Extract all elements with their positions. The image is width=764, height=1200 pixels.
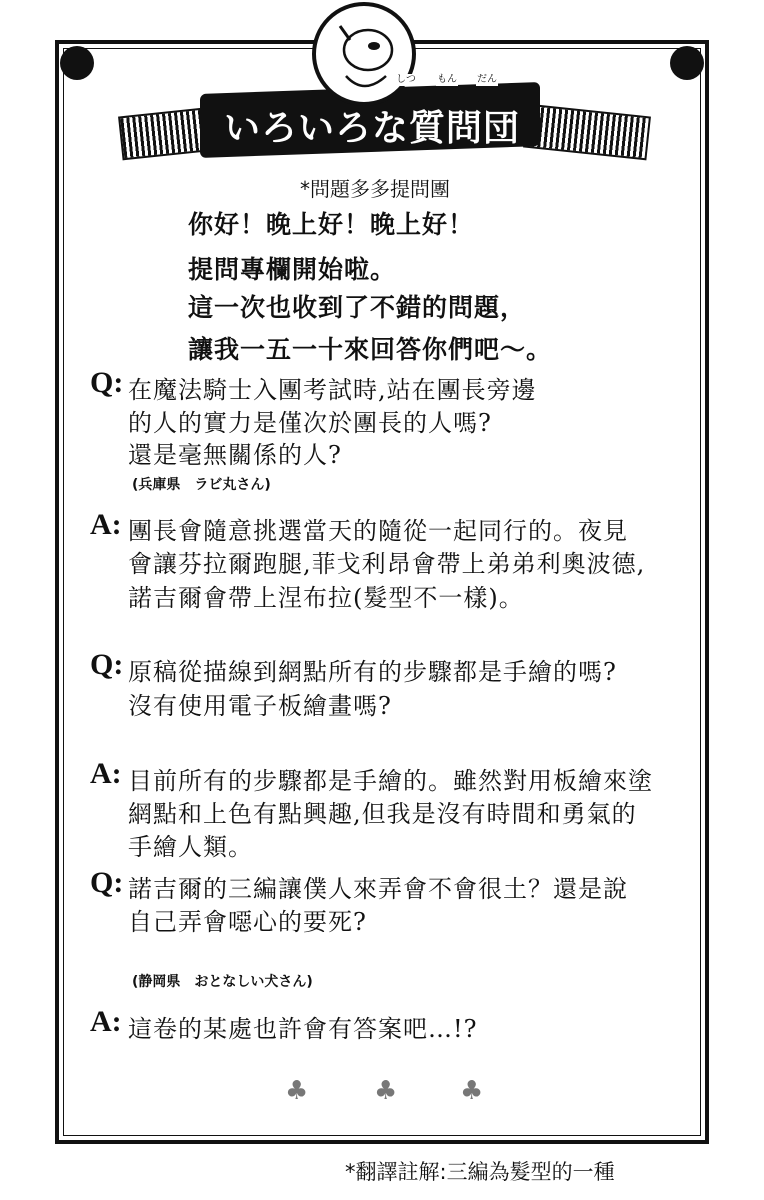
answer-label: A:: [90, 757, 122, 790]
ruby-text: しつ: [396, 74, 416, 85]
duck-mascot-emblem: [312, 2, 416, 106]
answer-text: 手繪人類。: [128, 833, 253, 861]
subtitle: *問題多多提問團: [300, 177, 450, 201]
banner-title: いろいろな質問団: [223, 108, 520, 149]
clover-icon: ♣: [374, 1076, 398, 1106]
question-text: 自己弄會噁心的要死?: [128, 908, 367, 936]
question-text: 原稿從描線到網點所有的步驟都是手繪的嗎?: [128, 658, 617, 686]
translator-note: *翻譯註解:三編為髮型的一種: [345, 1160, 615, 1184]
answer-text: 諾吉爾會帶上涅布拉(髮型不一樣)。: [128, 584, 524, 612]
clover-icon: ♣: [460, 1076, 484, 1106]
intro-line: 提問專欄開始啦。: [188, 255, 397, 284]
question-text: 的人的實力是僅次於團長的人嗎?: [128, 409, 492, 437]
ruby-text: だん: [477, 74, 497, 85]
question-credit: (静岡県 おとなしい犬さん): [132, 974, 313, 990]
question-text: 諾吉爾的三編讓僕人來弄會不會很土？還是說: [128, 875, 628, 903]
question-label: Q:: [90, 366, 124, 399]
intro-line: 這一次也收到了不錯的問題，: [188, 293, 527, 322]
question-text: 還是毫無關係的人?: [128, 441, 342, 469]
intro-line: 讓我一五一十來回答你們吧～。: [188, 335, 553, 364]
corner-ornament: [670, 46, 704, 80]
ruby-text: もん: [437, 74, 457, 85]
question-text: 在魔法騎士入團考試時,站在團長旁邊: [128, 376, 537, 404]
intro-line: 你好！晚上好！晚上好！: [188, 210, 475, 239]
answer-label: A:: [90, 1005, 122, 1038]
answer-text: 網點和上色有點興趣,但我是沒有時間和勇氣的: [128, 800, 637, 828]
answer-label: A:: [90, 508, 122, 541]
question-label: Q:: [90, 648, 124, 681]
clover-icon: ♣: [285, 1076, 309, 1106]
answer-text: 這卷的某處也許會有答案吧…!?: [128, 1015, 478, 1043]
question-label: Q:: [90, 866, 124, 899]
corner-ornament: [60, 46, 94, 80]
answer-text: 會讓芬拉爾跑腿,菲戈利昂會帶上弟弟利奧波德,: [128, 550, 646, 578]
question-credit: (兵庫県 ラビ丸さん): [132, 477, 271, 493]
answer-text: 團長會隨意挑選當天的隨從一起同行的。夜見: [128, 517, 628, 545]
answer-text: 目前所有的步驟都是手繪的。雖然對用板繪來塗: [128, 767, 653, 795]
question-text: 沒有使用電子板繪畫嗎?: [128, 692, 392, 720]
